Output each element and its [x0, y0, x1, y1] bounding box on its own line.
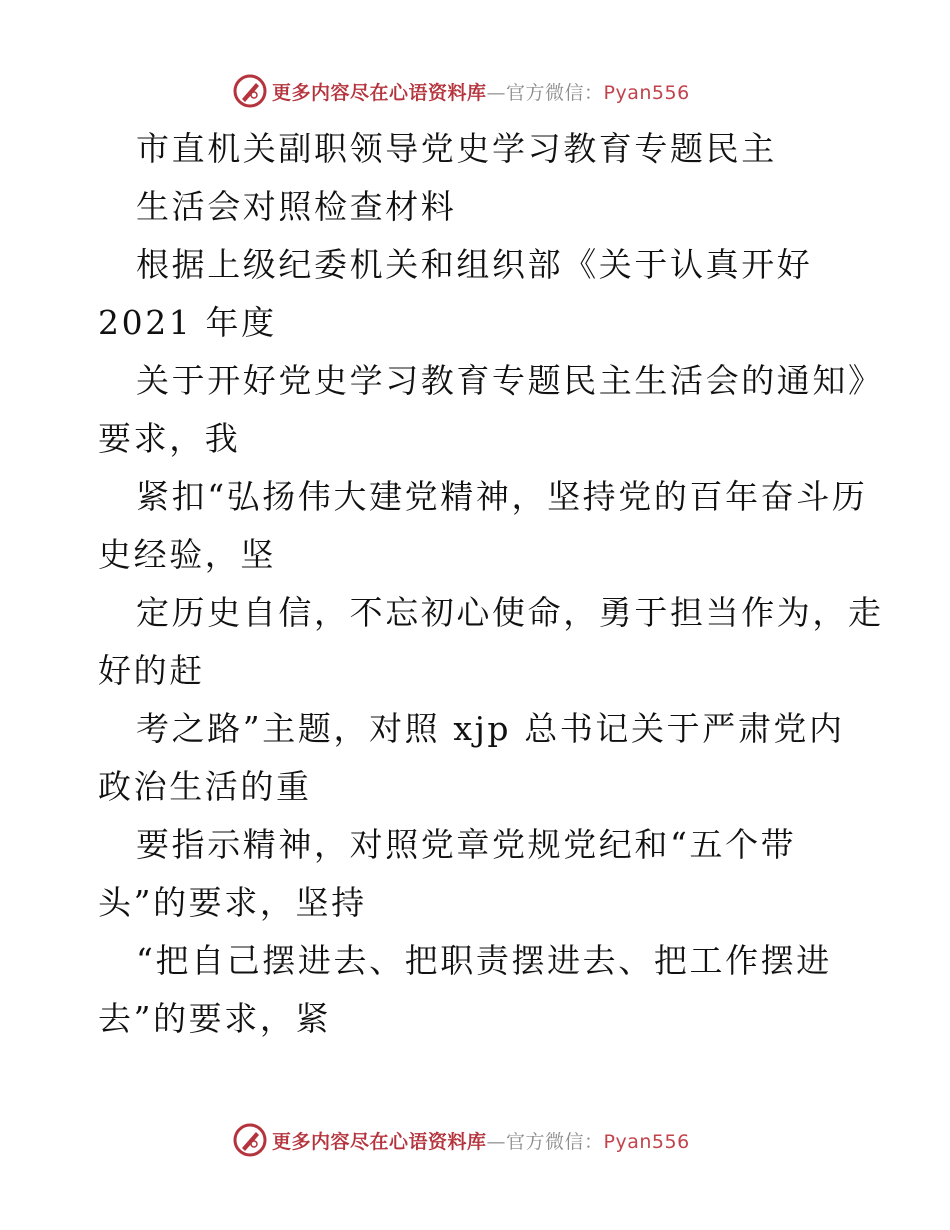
watermark-wechat-label: 官方微信：	[506, 1130, 604, 1153]
body-line: 好的赶	[98, 651, 205, 690]
body-line: “把自己摆进去、把职责摆进去、把工作摆进	[136, 941, 832, 980]
body-line: 史经验，坚	[98, 535, 276, 574]
body-line: 头”的要求，坚持	[98, 883, 367, 922]
watermark-site-text: 更多内容尽在心语资料库	[272, 1130, 487, 1153]
title-line-2: 生活会对照检查材料	[136, 187, 457, 226]
body-line: 考之路”主题，对照 xjp 总书记关于严肃党内	[136, 709, 845, 748]
watermark-text	[272, 78, 690, 105]
watermark-wechat-id: Pyan556	[603, 1130, 690, 1153]
body-line: 紧扣“弘扬伟大建党精神，坚持党的百年奋斗历	[136, 477, 868, 516]
body-line: 关于开好党史学习教育专题民主生活会的通知》	[136, 361, 884, 400]
watermark-dash: —	[486, 81, 507, 104]
body-line: 政治生活的重	[98, 767, 312, 806]
watermark-wechat-id: Pyan556	[603, 81, 690, 104]
body-line: 2021 年度	[98, 303, 277, 342]
pen-logo-icon	[232, 1122, 268, 1158]
watermark-dash: —	[486, 1130, 507, 1153]
footer-watermark	[232, 1120, 690, 1160]
watermark-text	[272, 1127, 690, 1154]
watermark-site-text: 更多内容尽在心语资料库	[272, 81, 487, 104]
body-line: 要求，我	[98, 419, 241, 458]
title-line-1: 市直机关副职领导党史学习教育专题民主	[136, 129, 777, 168]
header-watermark	[232, 71, 690, 111]
body-line: 定历史自信，不忘初心使命，勇于担当作为，走	[136, 593, 884, 632]
body-line: 要指示精神，对照党章党规党纪和“五个带	[136, 825, 797, 864]
body-line: 根据上级纪委机关和组织部《关于认真开好	[136, 245, 813, 284]
body-line: 去”的要求，紧	[98, 999, 332, 1038]
pen-logo-icon	[232, 73, 268, 109]
watermark-wechat-label: 官方微信：	[506, 81, 604, 104]
